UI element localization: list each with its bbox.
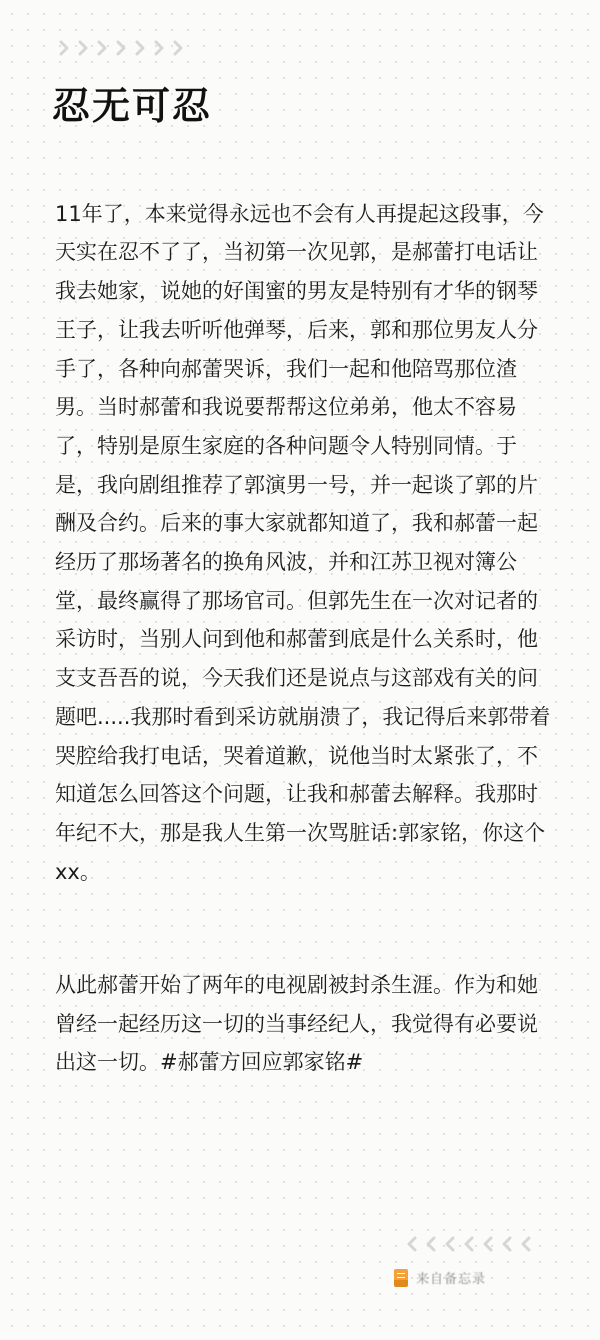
chevron-right-icon	[56, 40, 72, 56]
chevron-left-icon	[442, 1236, 458, 1252]
chevron-left-icon	[480, 1236, 496, 1252]
chevron-left-icon	[499, 1236, 515, 1252]
chevron-right-icon	[151, 40, 167, 56]
body-paragraph-1: 11年了，本来觉得永远也不会有人再提起这段事，今天实在忍不了了，当初第一次见郭，是郝蕾打电话让我去她家，说她的好闺蜜的男友是特别有才华的钢琴王子，让我去听听他弹琴，后来，郭和那位男友人分手了，各种向郝蕾哭诉，我们一起和他陪骂那位渣男。当时郝蕾和我说要帮帮这位弟弟，他太不容易了，特别是原生家庭的各种问题令人特别同情。于是，我向剧组推荐了郭演男一号，并一起谈了郭的片酬及合约。后来的事大家就都知道了，我和郝蕾一起经历了那场著名的换角风波，并和江苏卫视对簿公堂，最终赢得了那场官司。但郭先生在一次对记者的采访时，当别人问到他和郝蕾到底是什么关系时，他支支吾吾的说，今天我们还是说点与这部戏有关的问题吧.....我那时看到采访就崩溃了，我记得后来郭带着哭腔给我打电话，哭着道歉，说他当时太紧张了，不知道怎么回答这个问题，让我和郝蕾去解释。我那时年纪不大，那是我人生第一次骂脏话:郭家铭，你这个xx。	[55, 201, 551, 884]
chevron-right-icon	[170, 40, 186, 56]
chevron-right-icon	[94, 40, 110, 56]
chevron-left-icon	[423, 1236, 439, 1252]
chevron-right-icon	[132, 40, 148, 56]
source-text: 来自备忘录	[416, 1272, 487, 1287]
notes-app-icon	[394, 1269, 408, 1287]
decorative-chevrons-top	[56, 40, 186, 56]
notes-source-label	[394, 1268, 486, 1287]
chevron-right-icon	[113, 40, 129, 56]
body-paragraph-2: 从此郝蕾开始了两年的电视剧被封杀生涯。作为和她曾经一起经历这一切的当事经纪人，我觉得有必要说出这一切。#郝蕾方回应郭家铭#	[55, 973, 538, 1075]
chevron-right-icon	[75, 40, 91, 56]
chevron-left-icon	[518, 1236, 534, 1252]
chevron-left-icon	[404, 1236, 420, 1252]
decorative-chevrons-bottom	[404, 1236, 534, 1252]
chevron-left-icon	[461, 1236, 477, 1252]
page-title: 忍无可忍	[52, 84, 213, 128]
note-body	[55, 156, 555, 1121]
